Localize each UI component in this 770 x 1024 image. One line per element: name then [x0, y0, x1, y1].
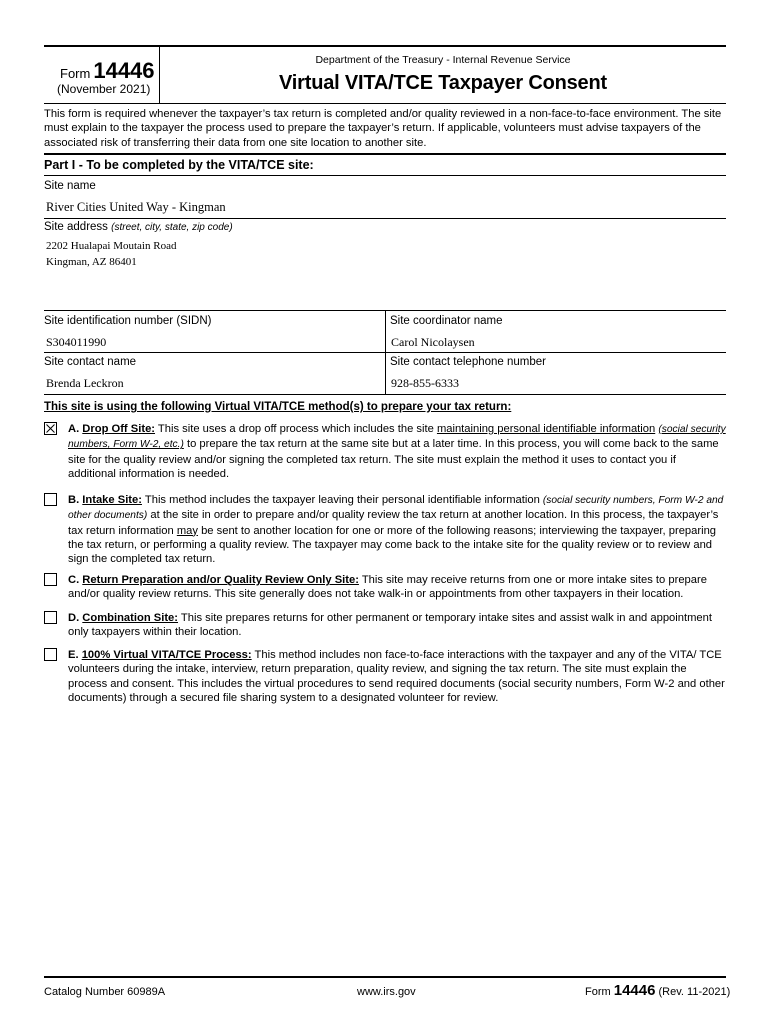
irs-url: www.irs.gov — [357, 986, 416, 998]
part1-title: Part I - To be completed by the VITA/TCE site: — [44, 158, 314, 172]
header-top-rule — [44, 45, 726, 47]
footer-rule — [44, 976, 726, 978]
grid-mid-rule — [44, 352, 726, 353]
site-name-rule — [44, 218, 726, 219]
coordinator-label: Site coordinator name — [390, 315, 503, 327]
intro-text: This form is required whenever the taxpayer’s tax return is completed and/or quality reviewed in a non-face-to-face environment. The site must explain to the taxpayer the process used to prepare the taxpayer’s return. If applicable, volunteers must advise taxpayers of the associated risk of transferring their data from one site location to another site. — [44, 108, 722, 149]
catalog-number: Catalog Number 60989A — [44, 986, 166, 998]
checkmark-x-icon — [45, 423, 56, 434]
sidn-field[interactable]: S304011990 — [46, 335, 107, 349]
option-b-checkbox[interactable] — [44, 493, 57, 506]
contact-phone-field[interactable]: 928-855-6333 — [391, 376, 459, 390]
form-number-label: Form 14446 — [60, 58, 155, 83]
option-c-text: C. Return Preparation and/or Quality Review Only Site: This site may receive returns from one or more intake sites to prepare and/or quality review returns. This site generally does not take walk-in or appointments from other taxpayers in their location. — [68, 574, 707, 601]
grid-bottom-rule — [44, 394, 726, 395]
site-address-field[interactable]: 2202 Hualapai Moutain Road Kingman, AZ 86401 — [46, 240, 177, 268]
option-d-checkbox[interactable] — [44, 611, 57, 624]
site-address-label: Site address (street, city, state, zip code) — [44, 221, 233, 233]
option-e-text: E. 100% Virtual VITA/TCE Process: This method includes non face-to-face interactions with the taxpayer and any of the VITA/ TCE volunteers during the intake, interview, return preparation, quality review, and signing the tax return. The site must explain the process and consent. This includes the virtual procedures to send required documents (social security numbers, Form W-2 and other documents) through a secured file sharing system to a designated volunteer for review. — [68, 649, 725, 704]
option-a-checkbox[interactable] — [44, 422, 57, 435]
option-e-checkbox[interactable] — [44, 648, 57, 661]
coordinator-field[interactable]: Carol Nicolaysen — [391, 335, 475, 349]
grid-divider — [385, 311, 386, 395]
site-name-field[interactable]: River Cities United Way - Kingman — [46, 200, 226, 214]
option-c-checkbox[interactable] — [44, 573, 57, 586]
header-bottom-rule — [44, 103, 726, 104]
part1-top-rule — [44, 153, 726, 155]
contact-name-label: Site contact name — [44, 356, 137, 368]
option-b-text: B. Intake Site: This method includes the taxpayer leaving their personal identifiable information (social security numbers, Form W-2 and other documents) at the site in order to prepare and/or quality review the tax return at another location. In this process, the taxpayer’s tax return information may be sent to another location for one or more of the following reasons; interviewing the taxpayer, preparing the tax return, or performing a quality review. The taxpayer may come back to the intake site for the quality review or to review and sign the completed tax return. — [68, 494, 724, 566]
methods-heading: This site is using the following Virtual VITA/TCE method(s) to prepare your tax return: — [44, 401, 512, 413]
site-name-label: Site name — [44, 180, 96, 192]
page-title: Virtual VITA/TCE Taxpayer Consent — [279, 72, 607, 94]
form-date: (November 2021) — [57, 82, 151, 96]
footer-form-id: Form 14446 (Rev. 11-2021) — [585, 982, 731, 999]
sidn-label: Site identification number (SIDN) — [44, 315, 212, 327]
contact-name-field[interactable]: Brenda Leckron — [46, 376, 124, 390]
contact-phone-label: Site contact telephone number — [390, 356, 546, 368]
department-name: Department of the Treasury - Internal Revenue Service — [315, 54, 571, 66]
option-a-text: A. Drop Off Site: This site uses a drop off process which includes the site maintaining personal identifiable information (social security numbers, Form W-2, etc.) to prepare the tax return at the same site but at a later time. In this process, you will come back to the same site for the quality review and/or signing the completed tax return. The site must explain the method it uses to contact you if additional information is needed. — [68, 423, 726, 480]
option-d-text: D. Combination Site: This site prepares returns for other permanent or temporary intake sites and assist walk in and appointment only taxpayers within their location. — [68, 612, 712, 639]
form-number: 14446 — [93, 58, 155, 83]
part1-bottom-rule — [44, 175, 726, 176]
